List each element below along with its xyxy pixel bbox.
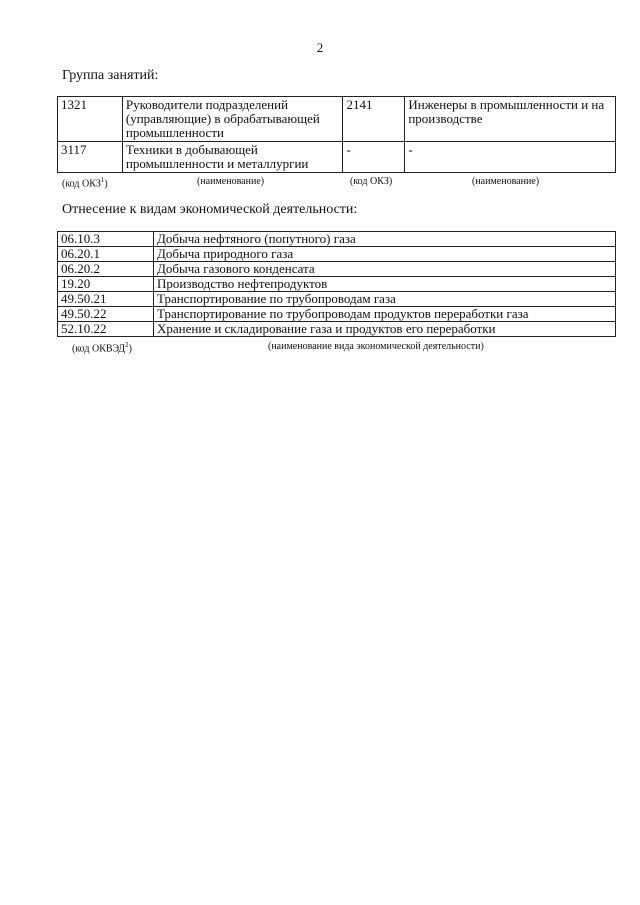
okved-name-cell: Добыча газового конденсата xyxy=(154,262,616,277)
okved-code-cell: 06.20.2 xyxy=(58,262,154,277)
occupation-group-table xyxy=(57,96,616,173)
okved-name-cell: Добыча нефтяного (попутного) газа xyxy=(154,232,616,247)
okz-code-cell: 1321 xyxy=(58,97,123,142)
economic-activity-table xyxy=(57,231,616,337)
okz-code-cell: 3117 xyxy=(58,142,123,173)
table-row xyxy=(58,277,616,292)
okved-code-caption: (код ОКВЭД$^2$) xyxy=(72,341,132,355)
okz-code-cell: 2141 xyxy=(343,97,405,142)
okved-code-cell: 06.20.1 xyxy=(58,247,154,262)
okz-name-cell: Инженеры в промышленности и на производстве xyxy=(405,97,616,142)
okved-name-cell: Транспортирование по трубопроводам продуктов переработки газа xyxy=(154,307,616,322)
okz-code-caption: (код ОКЗ$^1$) xyxy=(62,176,108,190)
okz-code-cell: - xyxy=(343,142,405,173)
table-row xyxy=(58,262,616,277)
okz-code-caption-2: (код ОКЗ) xyxy=(350,176,393,187)
okz-name-cell: Руководители подразделений (управляющие) в обрабатывающей промышленности xyxy=(122,97,343,142)
table-row xyxy=(58,232,616,247)
table-row xyxy=(58,247,616,262)
okz-name-caption: (наименование) xyxy=(197,176,265,187)
table-row xyxy=(58,97,616,142)
table-row xyxy=(58,322,616,337)
okved-code-cell: 49.50.22 xyxy=(58,307,154,322)
okved-code-cell: 49.50.21 xyxy=(58,292,154,307)
okved-code-cell: 06.10.3 xyxy=(58,232,154,247)
okved-name-cell: Производство нефтепродуктов xyxy=(154,277,616,292)
table-row xyxy=(58,292,616,307)
okved-code-cell: 52.10.22 xyxy=(58,322,154,337)
table-row xyxy=(58,142,616,173)
page-number: 2 xyxy=(316,40,324,55)
okved-name-caption: (наименование вида экономической деятельности) xyxy=(268,341,484,352)
okved-name-cell: Добыча природного газа xyxy=(154,247,616,262)
okz-name-caption-2: (наименование) xyxy=(472,176,540,187)
okz-name-cell: Техники в добывающей промышленности и металлургии xyxy=(122,142,343,173)
okz-name-cell: - xyxy=(405,142,616,173)
table-row xyxy=(58,307,616,322)
okved-name-cell: Хранение и складирование газа и продуктов его переработки xyxy=(154,322,616,337)
okved-code-cell: 19.20 xyxy=(58,277,154,292)
okved-name-cell: Транспортирование по трубопроводам газа xyxy=(154,292,616,307)
occupation-group-heading: Группа занятий: xyxy=(62,68,159,83)
economic-activity-heading: Отнесение к видам экономической деятельности: xyxy=(62,202,358,217)
